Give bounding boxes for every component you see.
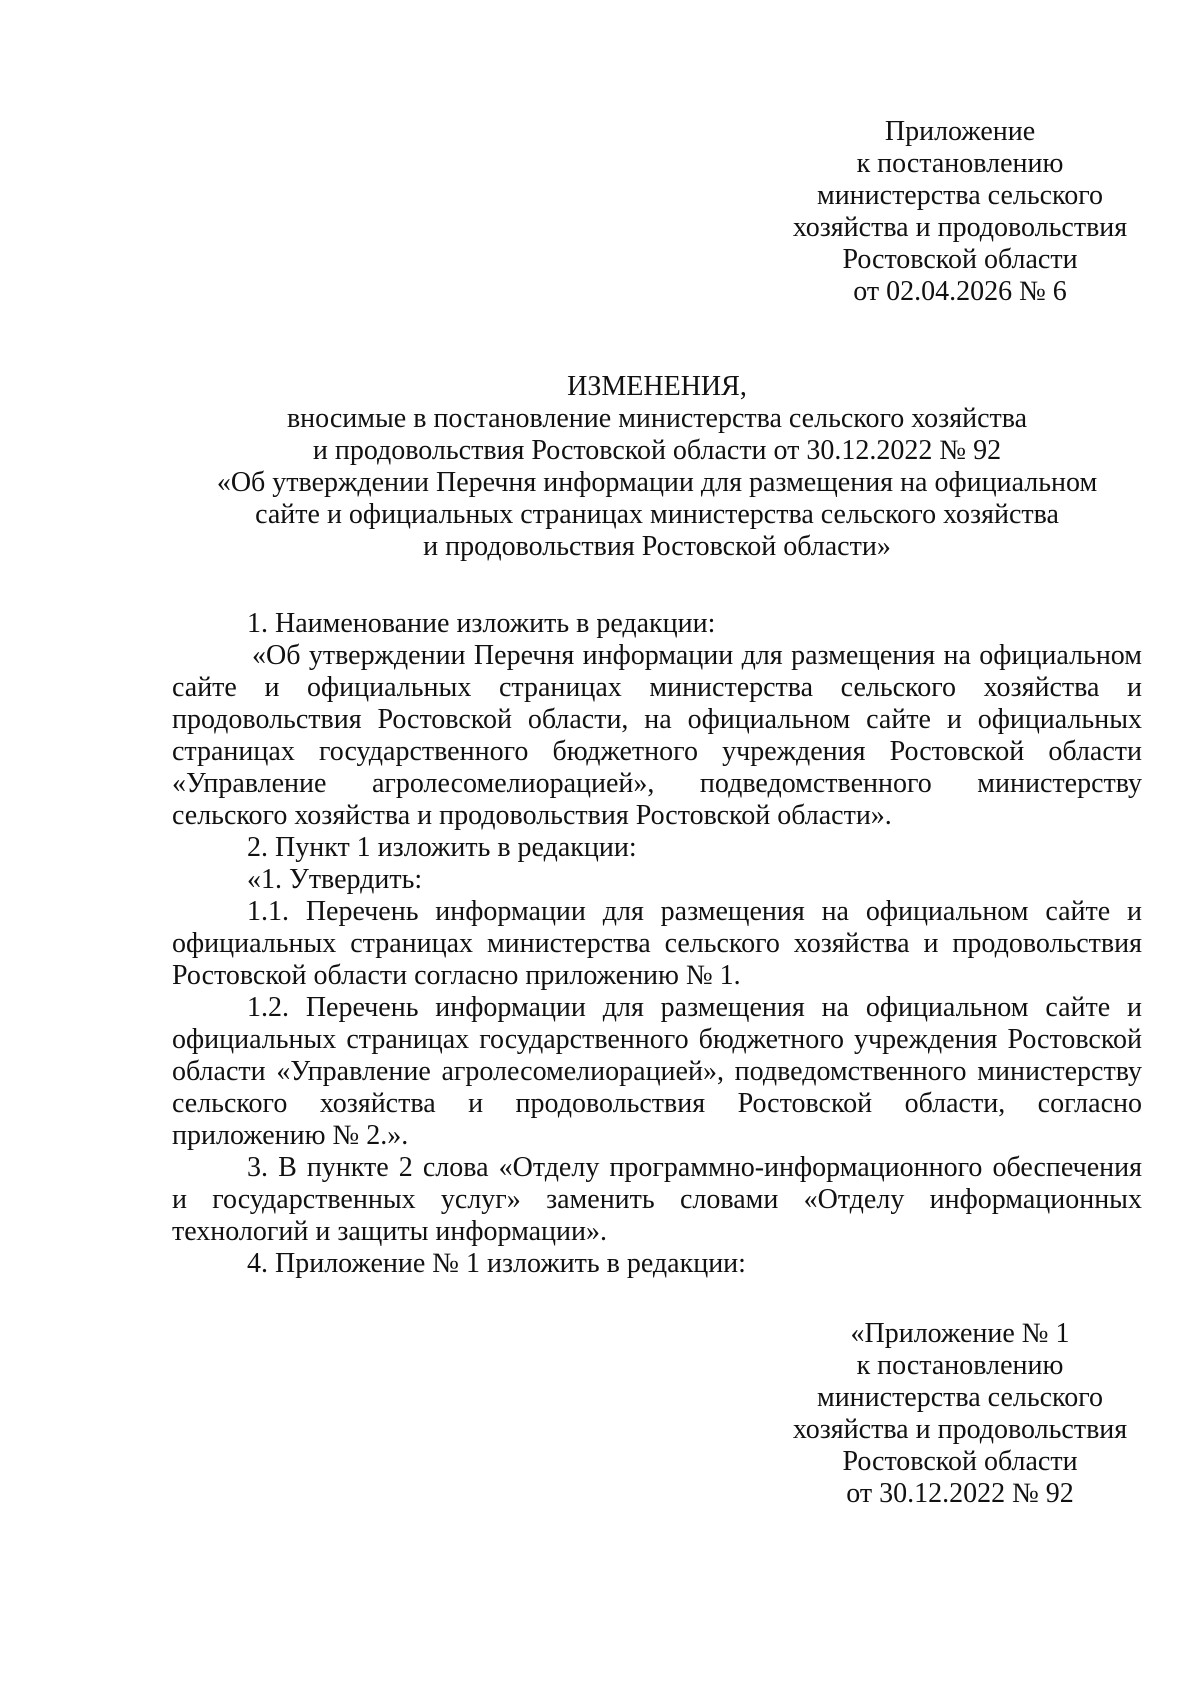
appendix-footer-line: «Приложение № 1 <box>850 1318 1070 1349</box>
title-line: и продовольствия Ростовской области от 30.12.2022 № 92 <box>312 435 1002 466</box>
paragraph-item-1-1: 1.1. Перечень информации для размещения на официальном сайте и официальных страницах министерства сельского хозяйства и продовольствия Ростовской области согласно приложению № 1. <box>172 896 1142 991</box>
appendix-header-line: Ростовской области <box>842 244 1078 275</box>
title-line: вносимые в постановление министерства сельского хозяйства <box>286 403 1028 434</box>
appendix-footer-line: от 30.12.2022 № 92 <box>846 1478 1074 1509</box>
paragraph-item-2: 2. Пункт 1 изложить в редакции: <box>247 832 637 863</box>
paragraph-item-1: 1. Наименование изложить в редакции: <box>247 608 716 639</box>
paragraph-item-1-2: 1.2. Перечень информации для размещения на официальном сайте и официальных страницах государственного бюджетного учреждения Ростовской области «Управление агролесомелиорацией», подведомственного министерству сельского хозяйства и продовольствия Ростовской области, согласно приложению № 2.». <box>172 992 1142 1151</box>
appendix-header-line: к постановлению <box>856 148 1064 179</box>
appendix-footer-line: к постановлению <box>856 1350 1064 1381</box>
title-line: «Об утверждении Перечня информации для размещения на официальном <box>216 467 1098 498</box>
paragraph-item-3: 3. В пункте 2 слова «Отделу программно-информационного обеспечения и государственных услуг» заменить словами «Отделу информационных технологий и защиты информации». <box>172 1152 1142 1247</box>
title-line: и продовольствия Ростовской области» <box>423 531 891 562</box>
appendix-footer <box>760 1318 1160 1510</box>
paragraph-quoted-title: «Об утверждении Перечня информации для размещения на официальном сайте и официальных страницах министерства сельского хозяйства и продовольствия Ростовской области, на официальном сайте и официальных страницах государственного бюджетного учреждения Ростовской области «Управление агролесомелиорацией», подведомственного министерству сельского хозяйства и продовольствия Ростовской области». <box>172 640 1142 831</box>
paragraph-approve: «1. Утвердить: <box>247 864 423 895</box>
title-heading: ИЗМЕНЕНИЯ, <box>567 371 747 402</box>
appendix-footer-line: хозяйства и продовольствия <box>792 1414 1128 1445</box>
document-body <box>172 608 1142 1280</box>
appendix-footer-line: Ростовской области <box>842 1446 1078 1477</box>
document-title <box>172 371 1142 563</box>
title-line: сайте и официальных страницах министерства сельского хозяйства <box>255 499 1059 530</box>
appendix-header <box>760 116 1160 308</box>
appendix-header-line: хозяйства и продовольствия <box>792 212 1128 243</box>
appendix-header-line: министерства сельского <box>816 180 1104 211</box>
appendix-header-line: Приложение <box>884 116 1036 147</box>
appendix-footer-line: министерства сельского <box>816 1382 1104 1413</box>
appendix-header-line: от 02.04.2026 № 6 <box>853 276 1067 307</box>
paragraph-item-4: 4. Приложение № 1 изложить в редакции: <box>247 1248 746 1279</box>
